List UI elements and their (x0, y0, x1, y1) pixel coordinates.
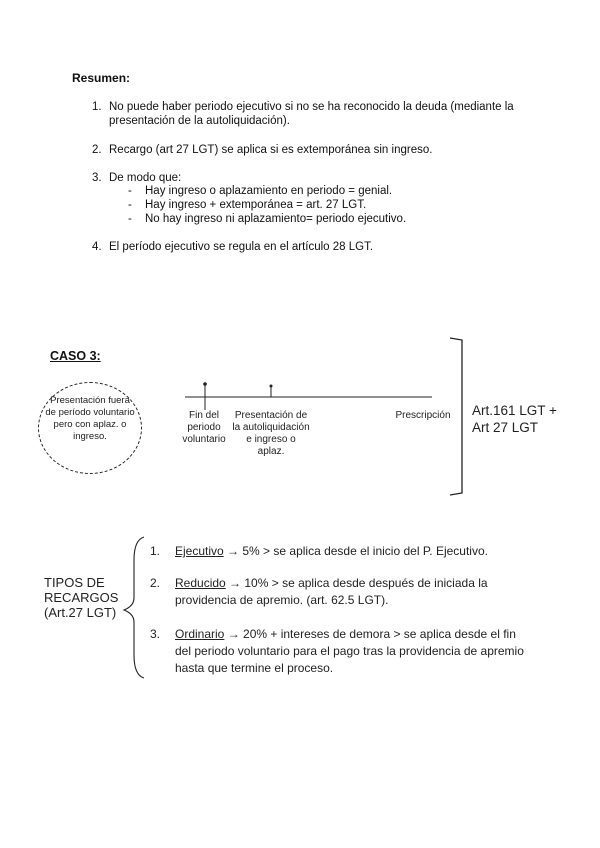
timeline-dot-presentacion (270, 385, 273, 388)
sub-list-text: Hay ingreso o aplazamiento en periodo = genial. (145, 185, 393, 197)
recargo-name: Ordinario (175, 627, 225, 641)
recargo-description: → 20% + intereses de demora > se aplica desde el fin del periodo voluntario para el pago tras la providencia de apremio hasta que termine el proceso. (175, 627, 524, 675)
sub-list-text: Hay ingreso + extemporánea = art. 27 LGT. (145, 199, 367, 211)
list-number: 3. (92, 172, 102, 184)
dash-bullet: - (128, 185, 132, 197)
list-number: 1. (92, 101, 102, 113)
resumen-heading: Resumen: (72, 71, 131, 85)
recargo-number: 2. (150, 576, 161, 590)
timeline-dot-fin (203, 382, 207, 386)
art-161-label: Art.161 LGT + (472, 403, 557, 418)
tipos-recargos-label (44, 575, 118, 620)
list-number: 2. (92, 144, 102, 156)
recargo-description: → 5% > se aplica desde el inicio del P. Ejecutivo. (223, 544, 488, 558)
list-text: Recargo (art 27 LGT) se aplica si es extemporánea sin ingreso. (109, 144, 433, 156)
dash-bullet: - (128, 199, 132, 211)
recargo-text (175, 575, 535, 609)
recargo-text (175, 543, 535, 560)
list-number: 4. (92, 241, 102, 253)
recargo-name: Ejecutivo (175, 544, 224, 558)
art-27-label: Art 27 LGT (472, 420, 539, 435)
list-text: El período ejecutivo se regula en el artículo 28 LGT. (109, 241, 374, 253)
recargo-number: 3. (150, 627, 161, 641)
tipos-label-line: (Art.27 LGT) (44, 605, 117, 620)
left-curly-brace (124, 537, 144, 678)
list-text: No puede haber periodo ejecutivo si no se ha reconocido la deuda (mediante la presentación de la autoliquidación). (109, 101, 514, 127)
timeline-label-fin: Fin del periodo voluntario (182, 410, 226, 445)
circle-text: Presentación fuera de período voluntario pero con aplaz. o ingreso. (45, 395, 135, 442)
dash-bullet: - (128, 213, 132, 225)
tipos-label-line: RECARGOS (44, 590, 119, 605)
recargo-description: → 10% > se aplica desde después de iniciada la providencia de apremio. (art. 62.5 LGT). (175, 576, 488, 607)
recargo-text (175, 626, 535, 677)
caso-3-title: CASO 3: (50, 349, 101, 363)
timeline-label-presentacion: Presentación de la autoliquidación e ingreso o aplaz. (232, 410, 310, 457)
timeline-label-prescripcion: Prescripción (395, 410, 451, 421)
recargo-number: 1. (150, 544, 161, 558)
tipos-label-line: TIPOS DE (44, 575, 105, 590)
recargo-name: Reducido (175, 576, 226, 590)
list-text: De modo que: (109, 172, 182, 184)
sub-list-text: No hay ingreso ni aplazamiento= periodo ejecutivo. (145, 213, 407, 225)
